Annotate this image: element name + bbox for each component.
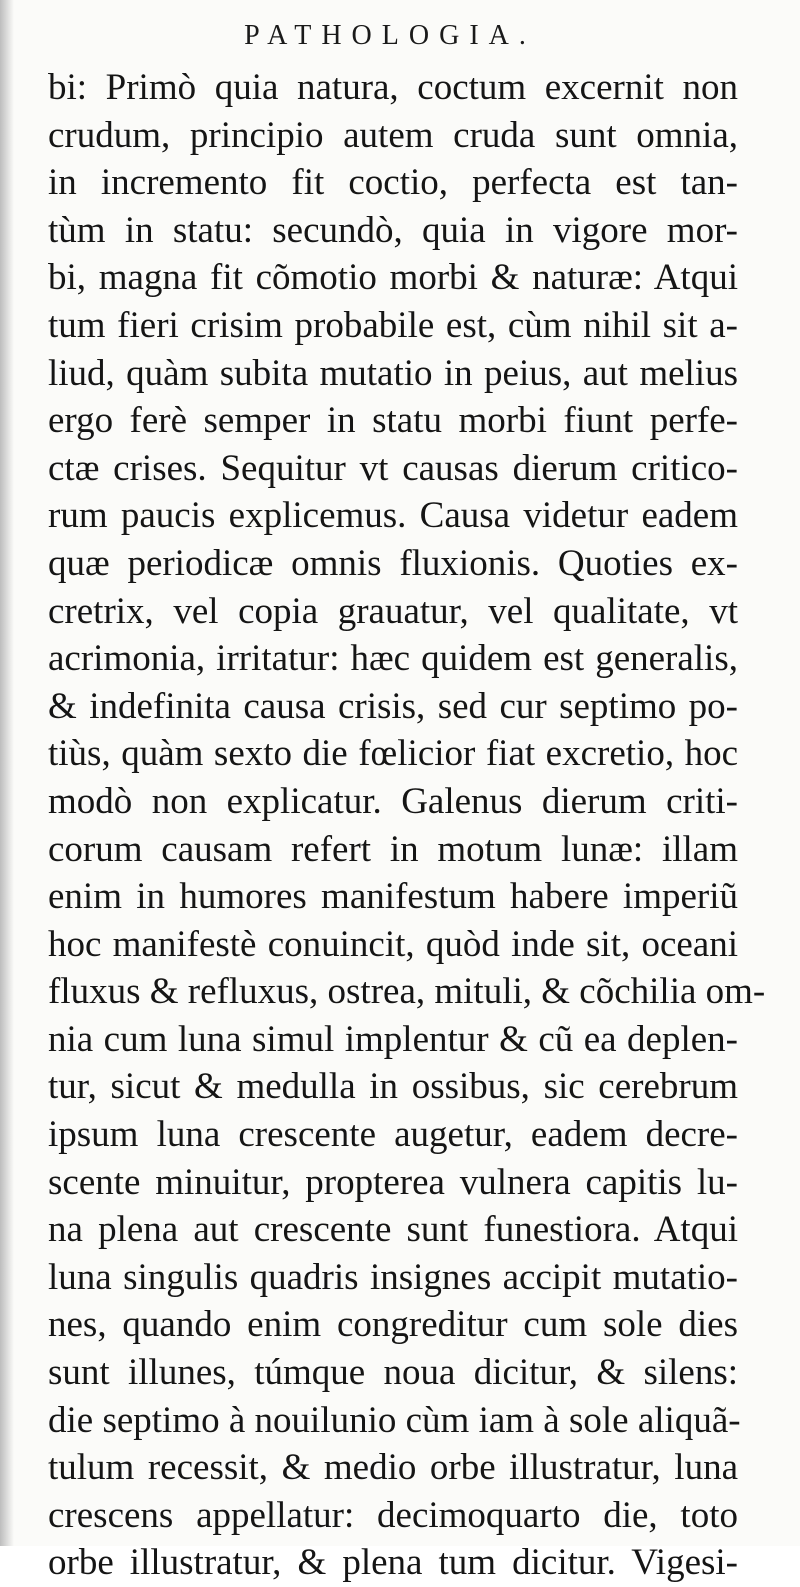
text-line: liud, quàm subita mutatio in peius, aut melius bbox=[48, 352, 738, 394]
text-line: scente minuitur, propterea vulnera capitis lu- bbox=[48, 1161, 738, 1203]
text-line: nia cum luna simul implentur & cũ ea deplen- bbox=[48, 1018, 738, 1060]
text-line: hoc manifestè conuincit, quòd inde sit, oceani bbox=[48, 923, 738, 965]
text-line: ergo ferè semper in statu morbi fiunt perfe- bbox=[48, 400, 738, 442]
text-line: die septimo à nouilunio cùm iam à sole aliquã- bbox=[48, 1399, 741, 1441]
text-line: tiùs, quàm sexto die fœlicior fiat excretio, hoc bbox=[48, 733, 738, 775]
text-line: quæ periodicæ omnis fluxionis. Quoties ex- bbox=[48, 542, 738, 584]
text-line: tum fieri crisim probabile est, cùm nihil sit a- bbox=[48, 304, 738, 346]
text-line: nes, quando enim congreditur cum sole dies bbox=[48, 1304, 738, 1346]
text-line: acrimonia, irritatur: hæc quidem est generalis, bbox=[48, 638, 738, 680]
text-line: enim in humores manifestum habere imperiũ bbox=[48, 876, 738, 918]
text-line: ipsum luna crescente augetur, eadem decre- bbox=[48, 1114, 738, 1156]
text-line: bi, magna fit cõmotio morbi & naturæ: Atqui bbox=[48, 257, 738, 299]
text-line: modò non explicatur. Galenus dierum criti- bbox=[48, 780, 738, 822]
text-line: luna singulis quadris insignes accipit mutatio- bbox=[48, 1256, 738, 1298]
text-line: & indefinita causa crisis, sed cur septimo po- bbox=[48, 685, 738, 727]
text-line: tulum recessit, & medio orbe illustratur, luna bbox=[48, 1447, 738, 1489]
text-line: orbe illustratur, & plena tum dicitur. Vigesi- bbox=[48, 1542, 738, 1584]
text-line: bi: Primò quia natura, coctum excernit non bbox=[48, 67, 738, 108]
text-line: rum paucis explicemus. Causa videtur eadem bbox=[48, 495, 738, 537]
text-line: tur, sicut & medulla in ossibus, sic cerebrum bbox=[48, 1066, 738, 1108]
text-line: cretrix, vel copia grauatur, vel qualitate, vt bbox=[48, 590, 738, 632]
gutter-shadow bbox=[0, 0, 14, 1546]
text-line: sunt illunes, túmque noua dicitur, & silens: bbox=[48, 1352, 738, 1394]
text-line: fluxus & refluxus, ostrea, mituli, & cõchilia om- bbox=[48, 971, 766, 1013]
text-line: ctæ crises. Sequitur vt causas dierum critico- bbox=[48, 447, 738, 489]
text-line: tùm in statu: secundò, quia in vigore mor- bbox=[48, 209, 738, 251]
text-line: crudum, principio autem cruda sunt omnia, bbox=[48, 114, 738, 156]
text-line: crescens appellatur: decimoquarto die, toto bbox=[48, 1494, 738, 1536]
text-line: na plena aut crescente sunt funestiora. Atqui bbox=[48, 1209, 738, 1251]
text-line: in incremento fit coctio, perfecta est tan- bbox=[48, 162, 738, 204]
running-head: PATHOLOGIA. bbox=[244, 20, 536, 51]
body-text bbox=[48, 64, 766, 1587]
text-line: corum causam refert in motum lunæ: illam bbox=[48, 828, 738, 870]
